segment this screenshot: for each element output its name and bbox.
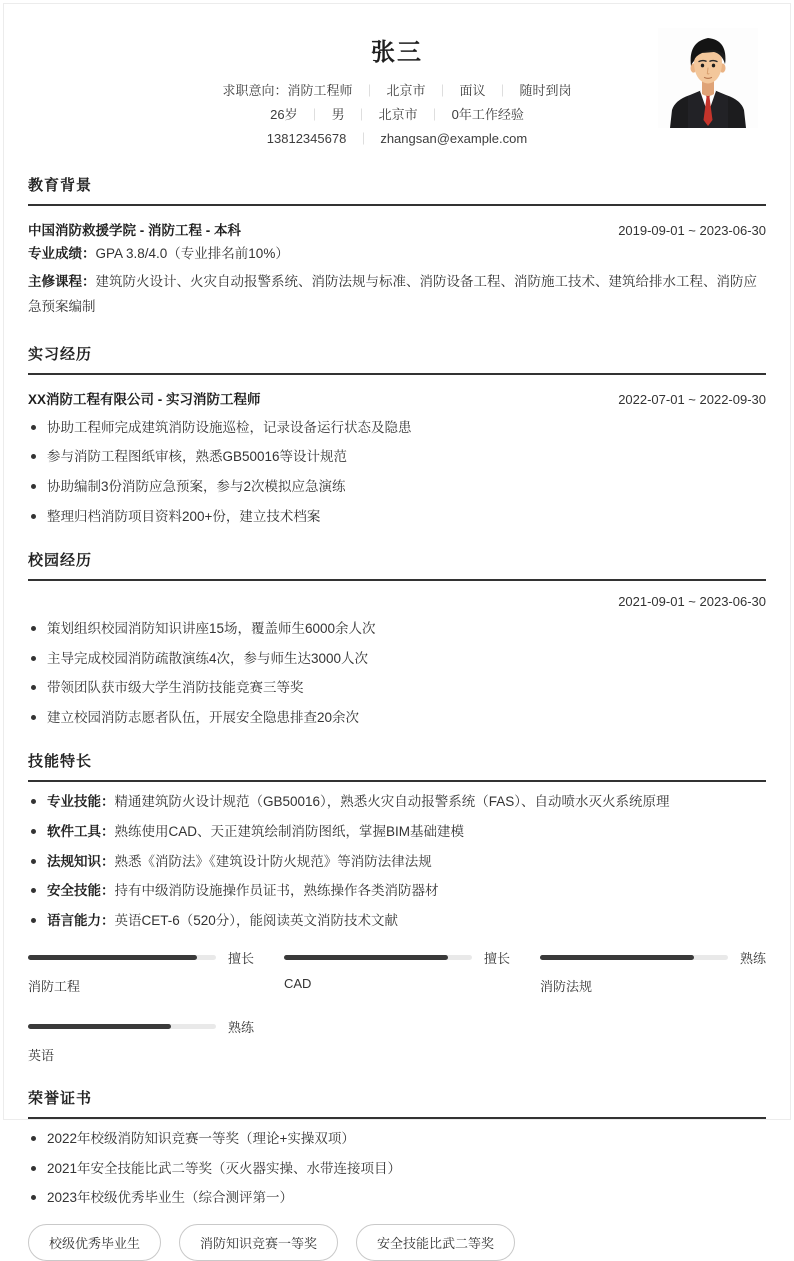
internship-entry-head [28,388,766,408]
skill-bar-track [28,1024,216,1029]
basic-info-item: ｜ 男 [298,107,345,122]
internship-bullet: 整理归档消防项目资料200+份，建立技术档案 [28,507,766,527]
skill-bar-item [284,948,510,995]
skills-list [28,792,766,930]
skill-bar-row [284,948,510,967]
skill-item [28,822,766,842]
candidate-name: 张三 [371,39,423,66]
campus-date: 2021-09-01 ~ 2023-06-30 [618,594,766,610]
section-campus-title: 校园经历 [28,549,766,581]
skill-bar-level: 擅长 [227,951,254,967]
skill-bar-item [28,1017,254,1064]
section-skills [28,750,766,1064]
job-intention-item: ｜ 随时到岗 [486,83,572,98]
skill-item [28,792,766,812]
internship-bullet: 参与消防工程图纸审核，熟悉GB50016等设计规范 [28,447,766,467]
job-intention-label: 求职意向： [222,83,288,98]
contact-info-item: 13812345678 [266,131,347,146]
skill-item-text: 熟练使用CAD、天正建筑绘制消防图纸，掌握BIM基础建模 [114,823,465,839]
basic-info-item: ｜ 0年工作经验 [418,107,524,122]
skill-bar-item [28,948,254,995]
skill-bar-name: 消防工程 [28,979,81,995]
resume-page [3,3,791,1251]
skill-bar-item [540,948,766,995]
contact-info-items [267,131,527,146]
job-intention-items [287,83,571,98]
campus-bullet: 主导完成校园消防疏散演练4次，参与师生达3000人次 [28,649,766,669]
skill-item-label: 语言能力： [47,912,115,928]
section-honors [28,1087,766,1261]
skill-item-label: 安全技能： [47,883,115,899]
honors-bullet-list [28,1129,766,1208]
skill-bar-row [28,1017,254,1036]
honor-tag-pill: 校级优秀毕业生 [28,1224,161,1261]
skill-item [28,852,766,872]
skill-bar-fill [28,955,197,960]
section-campus [28,549,766,727]
basic-info-item: ｜ 北京市 [345,107,418,122]
section-honors-title: 荣誉证书 [28,1087,766,1119]
skill-item-label: 专业技能： [47,794,115,810]
skill-bar-level: 熟练 [227,1020,254,1036]
section-internship [28,343,766,526]
portrait-illustration [658,28,758,128]
skill-bar-row [28,948,254,967]
education-detail-line [28,242,766,267]
skill-bar-track [284,955,472,960]
section-internship-title: 实习经历 [28,343,766,375]
internship-bullet: 协助工程师完成建筑消防设施巡检，记录设备运行状态及隐患 [28,418,766,438]
skill-bar-track [540,955,728,960]
section-skills-title: 技能特长 [28,750,766,782]
contact-info-item: ｜ zhangsan@example.com [346,131,527,146]
honor-bullet: 2021年安全技能比武二等奖（灭火器实操、水带连接项目） [28,1159,766,1179]
education-date: 2019-09-01 ~ 2023-06-30 [618,223,766,238]
internship-bullet: 协助编制3份消防应急预案，参与2次模拟应急演练 [28,477,766,497]
skill-bar-name: CAD [284,976,312,992]
honor-bullet: 2022年校级消防知识竞赛一等奖（理论+实操双项） [28,1129,766,1149]
honor-bullet: 2023年校级优秀毕业生（综合测评第一） [28,1188,766,1208]
skill-item-text: 持有中级消防设施操作员证书，熟练操作各类消防器材 [114,883,439,899]
internship-bullet-list [28,418,766,526]
skill-bar-name: 英语 [28,1048,55,1064]
skill-bars [28,948,766,1064]
skill-item [28,911,766,931]
campus-entry-head [28,594,766,609]
honor-tag-pill: 消防知识竞赛一等奖 [179,1224,338,1261]
basic-info-line [28,103,766,127]
skill-item [28,881,766,901]
contact-info-line [28,127,766,151]
job-intention-item: 消防工程师 [287,83,353,98]
skill-item-text: 英语CET-6（520分），能阅读英文消防技术文献 [114,912,399,928]
skill-item-text: 熟悉《消防法》《建筑设计防火规范》等消防法律法规 [114,853,432,869]
education-detail-label: 主修课程： [28,273,96,289]
internship-date: 2022-07-01 ~ 2022-09-30 [618,391,766,407]
section-education-title: 教育背景 [28,174,766,206]
section-education [28,174,766,320]
profile-photo [658,28,758,128]
resume-header [28,28,766,151]
basic-info-items [270,107,524,122]
campus-bullet: 带领团队获市级大学生消防技能竞赛三等奖 [28,678,766,698]
skill-item-text: 精通建筑防火设计规范（GB50016），熟悉火灾自动报警系统（FAS）、自动喷水灭火系统原理 [114,794,670,810]
skill-bar-fill [284,955,448,960]
skill-item-label: 软件工具： [47,823,115,839]
skill-bar-track [28,955,216,960]
education-detail-line [28,270,766,320]
education-detail-text: 建筑防火设计、火灾自动报警系统、消防法规与标准、消防设备工程、消防施工技术、建筑给排水工程、消防应急预案编制 [28,273,757,314]
honor-tags [28,1224,766,1261]
honor-tag-pill: 安全技能比武二等奖 [356,1224,515,1261]
skill-bar-level: 擅长 [483,951,510,967]
education-school: 中国消防救援学院 - 消防工程 - 本科 [28,223,241,238]
skill-bar-row [540,948,766,967]
skill-item-label: 法规知识： [47,853,115,869]
basic-info-item: 26岁 [270,107,298,122]
campus-bullet: 策划组织校园消防知识讲座15场，覆盖师生6000余人次 [28,619,766,639]
internship-company: XX消防工程有限公司 - 实习消防工程师 [28,391,261,407]
job-intention-item: ｜ 面议 [426,83,486,98]
skill-bar-level: 熟练 [739,951,766,967]
skill-bar-fill [540,955,694,960]
skill-bar-name: 消防法规 [540,979,593,995]
education-details [28,242,766,320]
campus-bullet: 建立校园消防志愿者队伍，开展安全隐患排查20余次 [28,708,766,728]
job-intention-line [28,79,766,103]
education-detail-text: GPA 3.8/4.0（专业排名前10%） [95,246,289,261]
education-detail-label: 专业成绩： [28,246,96,261]
education-entry-head [28,219,766,239]
job-intention-item: ｜ 北京市 [352,83,425,98]
campus-bullet-list [28,619,766,727]
skill-bar-fill [28,1024,171,1029]
